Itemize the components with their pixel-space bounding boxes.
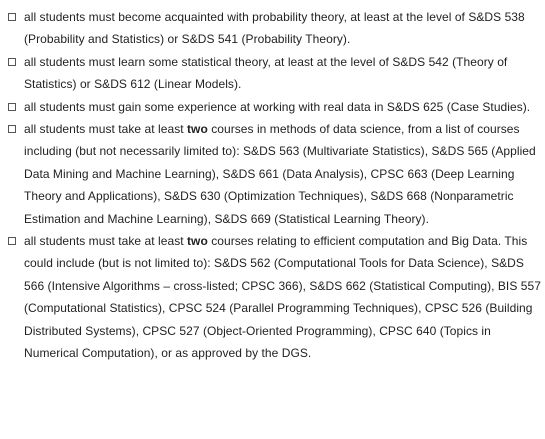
checkbox-icon [8, 58, 16, 66]
requirement-text: all students must become acquainted with probability theory, at least at the level of S&DS 538 (Probability and Statistics) or S&DS 541 (Probability Theory). [24, 10, 525, 47]
requirement-text-lead: all students must take at least [24, 122, 188, 137]
list-item [8, 6, 541, 51]
list-item [8, 118, 541, 230]
checkbox-icon [8, 125, 16, 133]
requirement-text-rest: courses relating to efficient computation and Big Data. This could include (but is not limited to): S&DS 562 (Computational Tools for Data Science), S&DS 566 (Intensive Algorithms – cross-listed; CPSC 366), S&DS 662 (Statistical Computing), BIS 557 (Computational Statistics), CPSC 524 (Parallel Programming Techniques), CPSC 526 (Building Distributed Systems), CPSC 527 (Object-Oriented Programming), CPSC 640 (Topics in Numerical Computation), or as approved by the DGS. [24, 234, 541, 361]
list-item [8, 96, 541, 118]
requirement-text-rest: courses in methods of data science, from a list of courses including (but not necessarily limited to): S&DS 563 (Multivariate Statistics), S&DS 565 (Applied Data Mining and Machine Learning), S&DS 661 (Data Analysis), CPSC 663 (Deep Learning Theory and Applications), S&DS 630 (Optimization Techniques), S&DS 668 (Nonparametric Estimation and Machine Learning), S&DS 669 (Statistical Learning Theory). [24, 122, 536, 226]
list-item [8, 230, 541, 364]
requirement-text: all students must learn some statistical theory, at least at the level of S&DS 542 (Theory of Statistics) or S&DS 612 (Linear Models). [24, 54, 508, 92]
checkbox-icon [8, 237, 16, 245]
checkbox-icon [8, 103, 16, 111]
requirement-text: all students must gain some experience at working with real data in S&DS 625 (Case Studies). [24, 99, 531, 114]
requirement-text-lead: all students must take at least [24, 234, 188, 249]
checkbox-icon [8, 13, 16, 21]
list-item [8, 51, 541, 96]
requirement-emphasis: two [187, 234, 208, 249]
requirement-emphasis: two [187, 122, 208, 137]
